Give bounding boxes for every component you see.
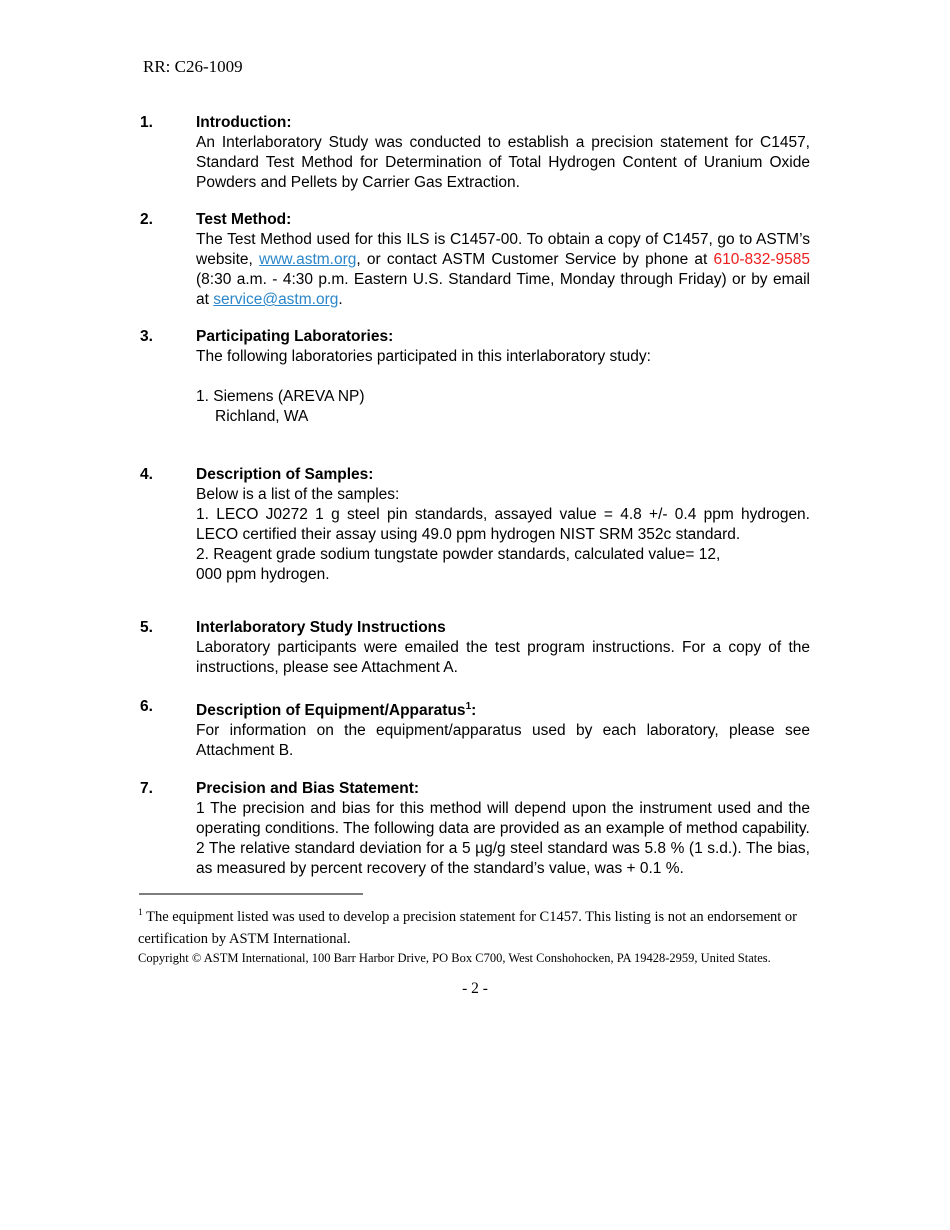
section-participating-laboratories (140, 327, 810, 427)
paragraph: Laboratory participants were emailed the test program instructions. For a copy of the instructions, please see Attachment A. (196, 639, 810, 676)
section-precision-and-bias (140, 779, 810, 879)
page-number: - 2 - (462, 979, 488, 997)
section-heading: Description of Samples: (196, 466, 374, 483)
section-test-method (140, 210, 810, 310)
service-email-link[interactable]: service@astm.org (213, 291, 339, 308)
section-study-instructions (140, 618, 810, 678)
heading-text: : (471, 702, 477, 720)
footnote-text (138, 902, 820, 950)
footnote-separator (139, 893, 363, 895)
laboratory-list (196, 387, 810, 427)
sample-item (196, 545, 810, 585)
document-body (140, 113, 810, 879)
text-run: 000 ppm hydrogen. (196, 566, 330, 583)
copyright-line: Copyright © ASTM International, 100 Barr Harbor Drive, PO Box C700, West Conshohocken, PA 19428-2959, United States. (138, 950, 771, 965)
section-number: 6. (140, 698, 153, 715)
section-equipment-apparatus (140, 697, 810, 761)
section-heading: Interlaboratory Study Instructions (196, 619, 446, 636)
section-heading: Participating Laboratories: (196, 328, 394, 345)
paragraph: The following laboratories participated in this interlaboratory study: (196, 348, 651, 365)
report-number: RR: C26-1009 (143, 57, 243, 76)
paragraph: For information on the equipment/apparatus used by each laboratory, please see Attachment B. (196, 722, 810, 760)
paragraph: An Interlaboratory Study was conducted to establish a precision statement for C1457, Standard Test Method for Determination of Total Hydrogen Content of Uranium Oxide Powders and Pellets by Carrier Gas Extraction. (196, 134, 810, 191)
heading-text: Description of Equipment/Apparatus (196, 702, 466, 720)
laboratory-name: 1. Siemens (AREVA NP) (196, 388, 365, 405)
section-introduction (140, 113, 810, 193)
sample-item: 1. LECO J0272 1 g steel pin standards, assayed value = 4.8 +/- 0.4 ppm hydrogen. LECO certified their assay using 49.0 ppm hydrogen NIST SRM 352c standard. (196, 506, 810, 543)
section-number: 3. (140, 328, 153, 345)
section-heading: Test Method: (196, 211, 292, 228)
section-heading: Precision and Bias Statement: (196, 780, 420, 798)
paragraph: Below is a list of the samples: (196, 486, 400, 503)
section-number: 1. (140, 114, 153, 131)
section-heading: Introduction: (196, 114, 292, 131)
footnote-marker: 1 (138, 908, 143, 919)
section-number: 7. (140, 780, 153, 798)
section-number: 2. (140, 211, 153, 228)
section-number: 5. (140, 619, 153, 636)
section-description-of-samples (140, 465, 810, 585)
footnote-reference: 1 (465, 701, 472, 712)
text-run: 2. Reagent grade sodium tungstate powder standards, calculated value= 12, (196, 546, 721, 563)
text-run: The Test Method used for this ILS is C1457-00. To obtain a copy of C1457, go to ASTM’s website, (196, 231, 810, 268)
paragraph: 2 The relative standard deviation for a 5 µg/g steel standard was 5.8 % (1 s.d.). The bias, as measured by percent recovery of the standard’s value, was + 0.1 %. (196, 840, 810, 878)
section-number: 4. (140, 466, 153, 483)
paragraph: 1 The precision and bias for this method will depend upon the instrument used and the operating conditions. The following data are provided as an example of method capability. (196, 800, 810, 838)
text-run: (8:30 a.m. - 4:30 p.m. Eastern U.S. Standard Time, Monday through Friday) or by email at (196, 271, 810, 308)
phone-number: 610-832-9585 (713, 251, 811, 268)
text-run: The equipment listed was used to develop a precision statement for C1457. This listing is not an endorsement or certification by ASTM International. (138, 908, 798, 947)
text-run: . (338, 291, 343, 308)
paragraph (196, 230, 810, 310)
astm-website-link[interactable]: www.astm.org (259, 251, 357, 268)
text-run: , or contact ASTM Customer Service by phone at (356, 251, 714, 268)
laboratory-location: Richland, WA (215, 408, 309, 425)
section-heading (196, 697, 810, 721)
